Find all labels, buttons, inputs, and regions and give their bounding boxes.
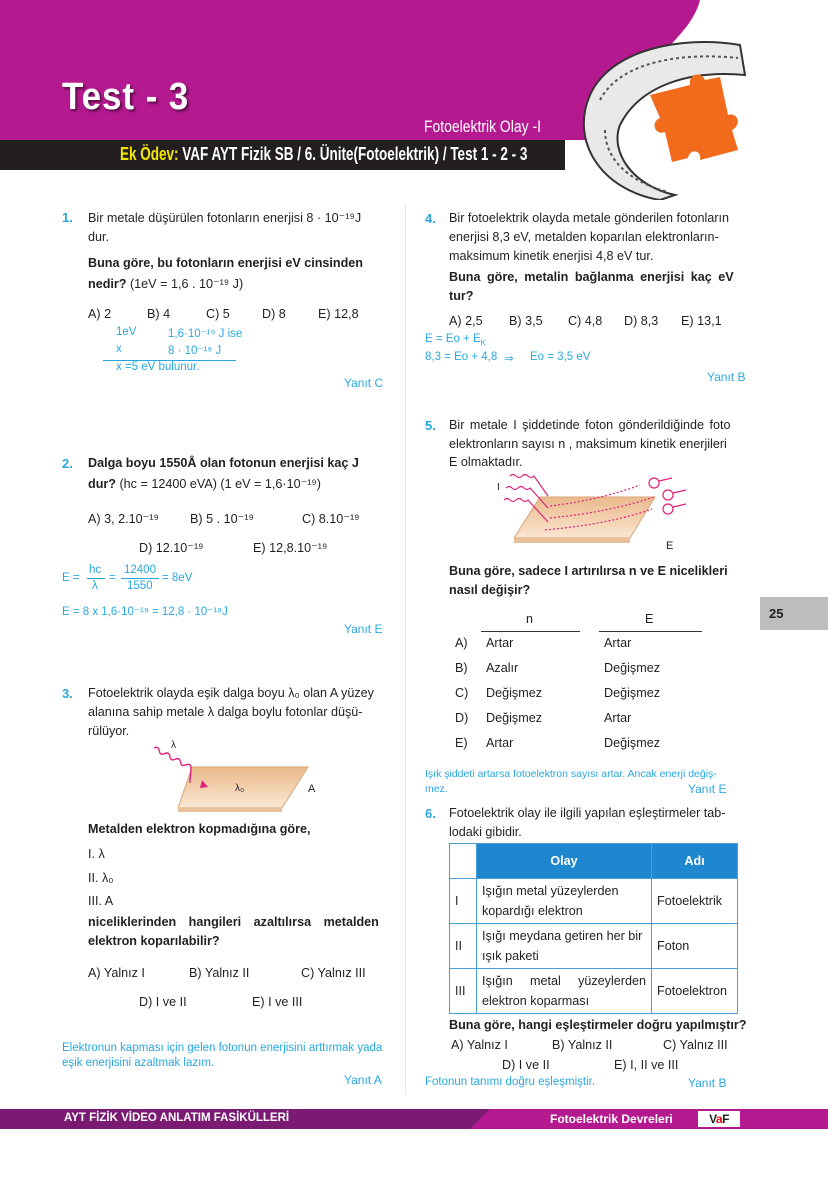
option-letter: D) bbox=[455, 711, 469, 725]
option-e: E) I ve III bbox=[252, 995, 303, 1009]
option-e: E) 12,8 bbox=[318, 307, 359, 321]
solution-text: E = 8 x 1,6·10⁻¹⁹ = 12,8 · 10⁻¹⁹J bbox=[62, 606, 228, 618]
question-number: 5. bbox=[425, 418, 436, 433]
question-number: 2. bbox=[62, 456, 73, 471]
row-adi: Fotoelektron bbox=[652, 969, 738, 1014]
option-a: A) 3, 2.10⁻¹⁹ bbox=[88, 512, 159, 526]
option-e-value: Değişmez bbox=[604, 661, 660, 675]
row-olay: Işığın metal yüzeylerden kopardığı elektron bbox=[477, 879, 652, 924]
question-prompt: niceliklerinden hangileri azaltılırsa metalden bbox=[88, 915, 379, 929]
footer-series-title: AYT FİZİK VİDEO ANLATIM FASİKÜLLERİ bbox=[64, 1112, 290, 1124]
table-header-olay: Olay bbox=[477, 844, 652, 879]
option-b: B) 3,5 bbox=[509, 314, 543, 328]
solution-text: x =5 eV bulunur. bbox=[116, 361, 200, 373]
solution-note: Işık şiddeti artarsa fotoelektron sayısı artar. Ancak enerji değiş- bbox=[425, 768, 717, 780]
option-a: A) 2 bbox=[88, 307, 112, 321]
homework-text: VAF AYT Fizik SB / 6. Ünite(Fotoelektrik) / Test 1 - 2 - 3 bbox=[178, 144, 528, 164]
table-row bbox=[450, 924, 738, 969]
solution-text: Eo = 3,5 eV bbox=[530, 351, 591, 363]
column-header-n: n bbox=[526, 612, 534, 626]
option-b: B) 5 . 10⁻¹⁹ bbox=[190, 512, 254, 526]
topic-subtitle: Fotoelektrik Olay -I bbox=[424, 117, 541, 136]
page-number: 25 bbox=[769, 606, 784, 621]
option-e: E) 12,8.10⁻¹⁹ bbox=[253, 541, 328, 555]
solution-text: $E = Eo + E_K$ bbox=[425, 333, 486, 348]
header-rule bbox=[599, 631, 702, 632]
question-prompt: Metalden elektron kopmadığına göre, bbox=[88, 822, 311, 836]
row-numeral: I bbox=[450, 879, 477, 924]
figure-label-i: I bbox=[497, 482, 500, 493]
option-letter: A) bbox=[455, 636, 468, 650]
fraction-bar bbox=[87, 578, 105, 579]
statement-ii: II. λ₀ bbox=[88, 871, 114, 885]
solution-text: λ bbox=[92, 580, 98, 592]
solution-note: mez. bbox=[425, 783, 448, 795]
question-text: Fotoelektrik olayda eşik dalga boyu λ₀ olan A yüzey bbox=[88, 686, 374, 700]
question-text: Bir fotoelektrik olayda metale gönderilen fotonların bbox=[449, 211, 730, 225]
option-d: D) 8 bbox=[262, 307, 286, 321]
option-n: Azalır bbox=[486, 661, 519, 675]
figure-label-a: A bbox=[308, 783, 316, 795]
vaf-logo: VaF bbox=[698, 1111, 740, 1127]
option-e-value: Artar bbox=[604, 636, 632, 650]
option-d: D) 12.10⁻¹⁹ bbox=[139, 541, 204, 555]
question-prompt: Buna göre, sadece I artırılırsa n ve E nicelikleri bbox=[449, 564, 728, 578]
option-letter: B) bbox=[455, 661, 468, 675]
option-e-value: Artar bbox=[604, 711, 632, 725]
option-letter: C) bbox=[455, 686, 469, 700]
option-n: Artar bbox=[486, 636, 514, 650]
statement-i: I. λ bbox=[88, 847, 105, 861]
option-d: D) I ve II bbox=[502, 1058, 550, 1072]
question-text: enerjisi 8,3 eV, metalden koparılan elektronların- bbox=[449, 230, 719, 244]
question-text: elektronların sayısı n , maksimum kinetik enerjileri bbox=[449, 437, 727, 451]
question-text: maksimum kinetik enerjisi 4,8 eV tur. bbox=[449, 249, 654, 263]
table-header-empty bbox=[450, 844, 477, 879]
option-d: D) 8,3 bbox=[624, 314, 659, 328]
row-olay: Işığı meydana getiren her bir ışık paketi bbox=[477, 924, 652, 969]
option-d: D) I ve II bbox=[139, 995, 187, 1009]
question-prompt: nedir? (1eV = 1,6 . 10⁻¹⁹ J) bbox=[88, 277, 244, 291]
solution-text: = bbox=[109, 572, 116, 584]
footer-topic: Fotoelektrik Devreleri bbox=[550, 1112, 673, 1126]
solution-note: eşik enerjisini azaltmak lazım. bbox=[62, 1057, 215, 1069]
solution-text: hc bbox=[89, 564, 102, 576]
answer-label: Yanıt B bbox=[688, 1076, 727, 1090]
question-text: alanına sahip metale λ dalga boylu fotonlar düşü- bbox=[88, 705, 363, 719]
question-prompt: Dalga boyu 1550Å olan fotonun enerjisi kaç J bbox=[88, 456, 359, 470]
option-c: C) 8.10⁻¹⁹ bbox=[302, 512, 360, 526]
question-prompt: elektron koparılabilir? bbox=[88, 934, 220, 948]
page-number-tab bbox=[760, 597, 828, 630]
question-text: lodaki gibidir. bbox=[449, 825, 522, 839]
solution-text: 8,3 = Eo + 4,8 bbox=[425, 351, 498, 363]
column-header-e: E bbox=[645, 612, 654, 626]
solution-note: Elektronun kapması için gelen fotonun enerjisini arttırmak yada bbox=[62, 1042, 383, 1054]
question-text: Bir metale düşürülen fotonların enerjisi 8 · 10⁻¹⁹J bbox=[88, 211, 362, 225]
option-n: Değişmez bbox=[486, 686, 542, 700]
answer-label: Yanıt A bbox=[344, 1073, 382, 1087]
question-prompt: nasıl değişir? bbox=[449, 583, 531, 597]
solution-text: 12400 bbox=[124, 564, 156, 576]
question-prompt: dur? (hc = 12400 eVA) (1 eV = 1,6·10⁻¹⁹) bbox=[88, 477, 322, 491]
test-title: Test - 3 bbox=[62, 76, 190, 118]
option-b: B) Yalnız II bbox=[189, 966, 250, 980]
answer-label: Yanıt B bbox=[707, 370, 746, 384]
option-c: C) 5 bbox=[206, 307, 230, 321]
solution-note: Fotonun tanımı doğru eşleşmiştir. bbox=[425, 1076, 596, 1088]
solution-text: E = bbox=[62, 572, 80, 584]
figure-label-e: E bbox=[666, 540, 674, 552]
header-rule bbox=[481, 631, 580, 632]
statement-iii: III. A bbox=[88, 894, 114, 908]
question-number: 3. bbox=[62, 686, 73, 701]
option-n: Artar bbox=[486, 736, 514, 750]
question-number: 1. bbox=[62, 210, 73, 225]
question-text: Bir metale I şiddetinde foton gönderildiğinde foto bbox=[449, 418, 731, 432]
question-text: E olmaktadır. bbox=[449, 455, 523, 469]
answer-label: Yanıt E bbox=[688, 782, 727, 796]
homework-label: Ek Ödev: bbox=[120, 144, 179, 164]
matching-table bbox=[449, 843, 738, 1014]
option-e: E) I, II ve III bbox=[614, 1058, 679, 1072]
question-text: rülüyor. bbox=[88, 724, 130, 738]
option-c: C) Yalnız III bbox=[663, 1038, 728, 1052]
row-numeral: II bbox=[450, 924, 477, 969]
question-text: Fotoelektrik olay ile ilgili yapılan eşleştirmeler tab- bbox=[449, 806, 726, 820]
table-header-row bbox=[450, 844, 738, 879]
row-adi: Foton bbox=[652, 924, 738, 969]
figure-label-lambda0: λ₀ bbox=[235, 783, 245, 794]
question-number: 6. bbox=[425, 806, 436, 821]
option-c: C) Yalnız III bbox=[301, 966, 366, 980]
solution-text: 1550 bbox=[127, 580, 153, 592]
answer-label: Yanıt C bbox=[344, 376, 384, 390]
option-e-value: Değişmez bbox=[604, 736, 660, 750]
option-b: B) 4 bbox=[147, 307, 171, 321]
row-adi: Fotoelektrik bbox=[652, 879, 738, 924]
option-a: A) 2,5 bbox=[449, 314, 483, 328]
solution-text: 1eV bbox=[116, 326, 137, 338]
metal-plate-diagram bbox=[140, 740, 340, 816]
solution-text: = 8eV bbox=[162, 572, 193, 584]
solution-text: 1,6·10⁻¹⁹ J ise bbox=[168, 328, 243, 340]
option-a: A) Yalnız I bbox=[88, 966, 145, 980]
fraction-bar bbox=[121, 578, 159, 579]
question-prompt: Buna göre, metalin bağlanma enerjisi kaç eV bbox=[449, 270, 734, 284]
solution-text: x bbox=[116, 343, 122, 355]
answer-label: Yanıt E bbox=[344, 622, 383, 636]
question-prompt: tur? bbox=[449, 289, 474, 303]
option-n: Değişmez bbox=[486, 711, 542, 725]
table-header-adi: Adı bbox=[652, 844, 738, 879]
table-row bbox=[450, 879, 738, 924]
solution-text: 8 · 10⁻¹⁹ J bbox=[168, 345, 222, 357]
option-e-value: Değişmez bbox=[604, 686, 660, 700]
option-c: C) 4,8 bbox=[568, 314, 603, 328]
column-divider bbox=[405, 205, 406, 1095]
row-numeral: III bbox=[450, 969, 477, 1014]
option-letter: E) bbox=[455, 736, 468, 750]
table-row bbox=[450, 969, 738, 1014]
question-prompt: Buna göre, hangi eşleştirmeler doğru yapılmıştır? bbox=[449, 1018, 747, 1032]
arrow-icon: ⇒ bbox=[504, 353, 514, 365]
question-prompt: Buna göre, bu fotonların enerjisi eV cinsinden bbox=[88, 256, 364, 270]
question-number: 4. bbox=[425, 211, 436, 226]
row-olay: Işığın metal yüzeylerden elektron koparması bbox=[477, 969, 652, 1014]
option-e: E) 13,1 bbox=[681, 314, 722, 328]
figure-label-lambda: λ bbox=[171, 740, 176, 751]
homework-line bbox=[120, 144, 527, 165]
option-a: A) Yalnız I bbox=[451, 1038, 508, 1052]
question-text: dur. bbox=[88, 230, 110, 244]
puzzle-piece-icon bbox=[650, 75, 738, 162]
option-b: B) Yalnız II bbox=[552, 1038, 613, 1052]
